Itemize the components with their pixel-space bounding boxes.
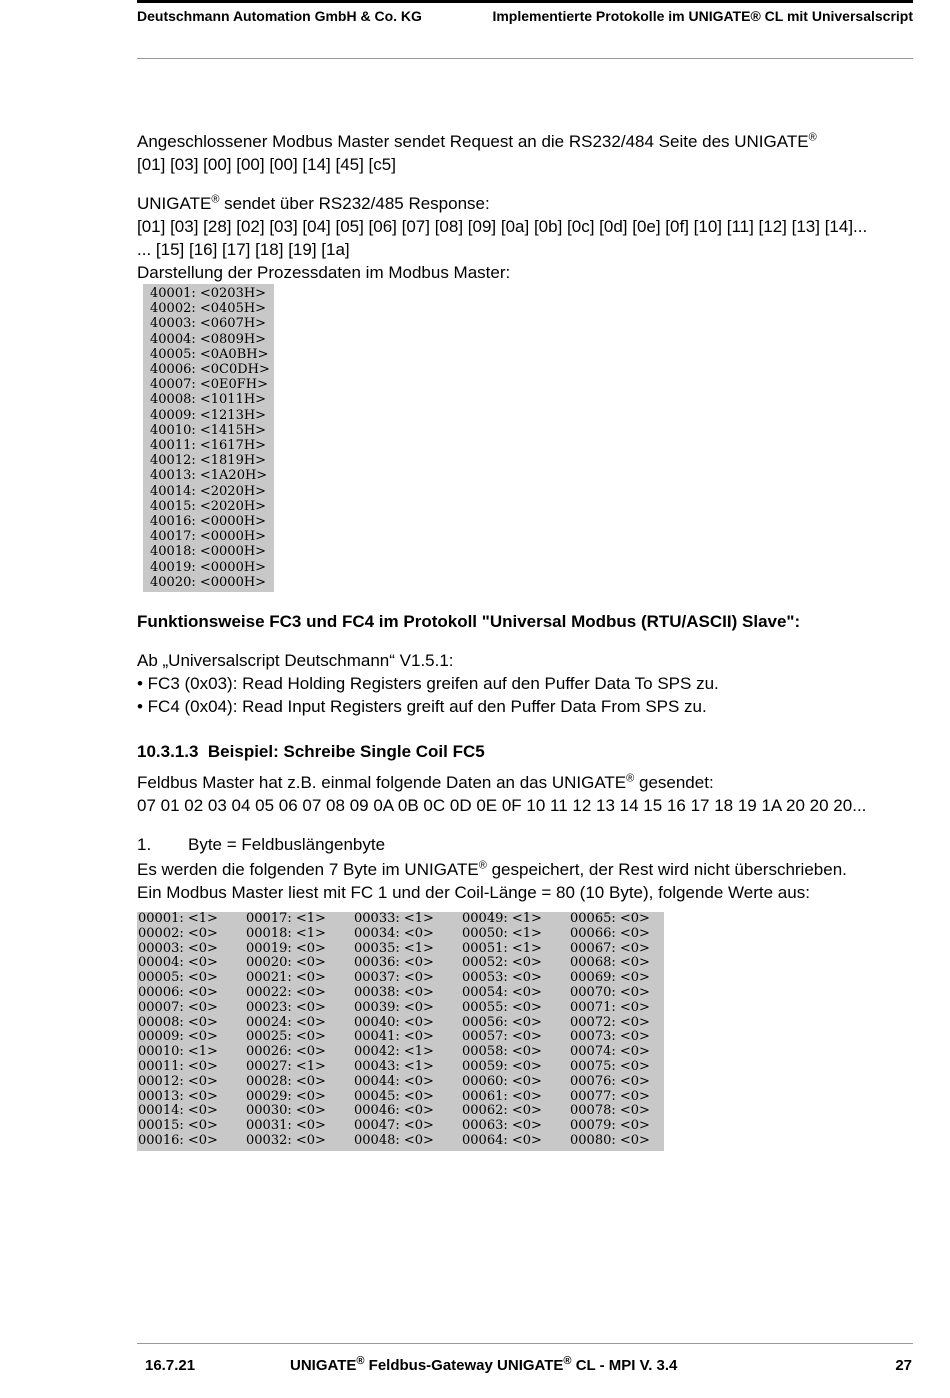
coil-entry: 00027: <1> [246,1059,326,1075]
coil-column [245,912,353,1149]
coil-entry: 00066: <0> [570,925,650,941]
register-line: 40015: <2020H> [150,498,267,514]
register-line: 40007: <0E0FH> [150,377,269,393]
coil-entry: 00043: <1> [354,1059,434,1075]
coil-entry: 00024: <0> [246,1014,326,1030]
register-line: 40013: <1A20H> [150,468,268,484]
footer-date: 16.7.21 [145,1357,196,1374]
coil-entry: 00036: <0> [354,955,434,971]
coil-entry: 00075: <0> [570,1059,650,1075]
coil-column [137,912,245,1149]
coil-entry: 00080: <0> [570,1133,650,1149]
fc4-bullet: • FC4 (0x04): Read Input Registers greift auf den Puffer Data From SPS zu. [137,697,707,717]
coil-entry: 00079: <0> [570,1118,650,1134]
coil-entry: 00012: <0> [138,1073,218,1089]
register-line: 40011: <1617H> [150,438,267,454]
fc34-heading: Funktionsweise FC3 und FC4 im Protokoll "Universal Modbus (RTU/ASCII) Slave": [137,612,801,632]
coil-entry: 00059: <0> [462,1059,542,1075]
coil-entry: 00054: <0> [462,985,542,1001]
register-line: 40005: <0A0BH> [150,346,269,362]
footer-page-number: 27 [895,1357,912,1374]
response-text: UNIGATE® sendet über RS232/485 Response: [137,193,490,213]
coil-entry: 00041: <0> [354,1029,434,1045]
header-top-rule [137,0,913,3]
coil-entry: 00074: <0> [570,1044,650,1060]
section-heading: 10.3.1.3 Beispiel: Schreibe Single Coil FC5 [137,742,485,762]
coil-entry: 00019: <0> [246,940,326,956]
fc3-bullet: • FC3 (0x03): Read Holding Registers greifen auf den Puffer Data To SPS zu. [137,674,719,694]
coil-entry: 00055: <0> [462,999,542,1015]
coil-entry: 00070: <0> [570,985,650,1001]
register-line: 40019: <0000H> [150,559,267,575]
register-line: 40012: <1819H> [150,453,267,469]
coil-entry: 00003: <0> [138,940,218,956]
coil-entry: 00076: <0> [570,1073,650,1089]
coil-entry: 00017: <1> [246,911,326,927]
coil-entry: 00039: <0> [354,999,434,1015]
coil-entry: 00004: <0> [138,955,218,971]
coil-entry: 00034: <0> [354,925,434,941]
coil-entry: 00062: <0> [462,1103,542,1119]
register-line: 40017: <0000H> [150,529,267,545]
request-bytes: [01] [03] [00] [00] [00] [14] [45] [c5] [137,155,396,174]
register-line: 40009: <1213H> [150,407,267,423]
register-listing [143,284,274,592]
header-company: Deutschmann Automation GmbH & Co. KG [137,8,422,24]
coil-entry: 00023: <0> [246,999,326,1015]
response-bytes-line2: ... [15] [16] [17] [18] [19] [1a] [137,240,350,259]
coil-entry: 00040: <0> [354,1014,434,1030]
coil-entry: 00072: <0> [570,1014,650,1030]
register-line: 40003: <0607H> [150,316,267,332]
register-line: 40014: <2020H> [150,483,267,499]
coil-entry: 00015: <0> [138,1118,218,1134]
coil-entry: 00010: <1> [138,1044,218,1060]
coil-entry: 00029: <0> [246,1088,326,1104]
coil-entry: 00028: <0> [246,1073,326,1089]
coil-entry: 00049: <1> [462,911,542,927]
header-rule [137,58,913,59]
coil-column [353,912,461,1149]
footer-rule [137,1343,913,1344]
coil-entry: 00025: <0> [246,1029,326,1045]
coil-entry: 00056: <0> [462,1014,542,1030]
coil-entry: 00008: <0> [138,1014,218,1030]
response-bytes-line1: [01] [03] [28] [02] [03] [04] [05] [06] [07] [08] [09] [0a] [0b] [0c] [0d] [0e] [0f] [10] [11] [12] [13] [14]... [137,217,868,236]
coil-entry: 00005: <0> [138,970,218,986]
coil-entry: 00016: <0> [138,1133,218,1149]
coil-entry: 00048: <0> [354,1133,434,1149]
footer-title: UNIGATE® Feldbus-Gateway UNIGATE® CL - MPI V. 3.4 [290,1355,678,1374]
coil-column [461,912,569,1149]
coil-entry: 00057: <0> [462,1029,542,1045]
coil-entry: 00009: <0> [138,1029,218,1045]
register-line: 40004: <0809H> [150,331,267,347]
coil-entry: 00067: <0> [570,940,650,956]
coil-entry: 00032: <0> [246,1133,326,1149]
coil-entry: 00022: <0> [246,985,326,1001]
fc34-intro: Ab „Universalscript Deutschmann“ V1.5.1: [137,651,454,671]
storage-note: Es werden die folgenden 7 Byte im UNIGATE® gespeichert, der Rest wird nicht überschrieben. [137,859,847,880]
coil-column [569,912,677,1149]
coil-entry: 00014: <0> [138,1103,218,1119]
coil-entry: 00078: <0> [570,1103,650,1119]
register-line: 40002: <0405H> [150,301,267,317]
coil-entry: 00037: <0> [354,970,434,986]
coil-entry: 00001: <1> [138,911,218,927]
numbered-item: 1. Byte = Feldbuslängenbyte [137,835,386,855]
coil-entry: 00044: <0> [354,1073,434,1089]
register-line: 40010: <1415H> [150,422,267,438]
coil-entry: 00021: <0> [246,970,326,986]
coil-entry: 00065: <0> [570,911,650,927]
coil-entry: 00077: <0> [570,1088,650,1104]
coil-entry: 00064: <0> [462,1133,542,1149]
page-content [137,130,917,1151]
coil-entry: 00047: <0> [354,1118,434,1134]
coil-entry: 00060: <0> [462,1073,542,1089]
coil-entry: 00020: <0> [246,955,326,971]
coil-entry: 00061: <0> [462,1088,542,1104]
coil-entry: 00068: <0> [570,955,650,971]
coil-entry: 00042: <1> [354,1044,434,1060]
coil-entry: 00011: <0> [138,1059,218,1075]
coil-entry: 00031: <0> [246,1118,326,1134]
register-line: 40018: <0000H> [150,544,267,560]
prozessdaten-caption: Darstellung der Prozessdaten im Modbus Master: [137,263,511,282]
coil-listing [137,912,664,1151]
coil-entry: 00033: <1> [354,911,434,927]
coil-entry: 00035: <1> [354,940,434,956]
register-line: 40001: <0203H> [150,286,267,301]
register-line: 40006: <0C0DH> [150,362,270,378]
register-line: 40008: <1011H> [150,392,267,408]
section-data: 07 01 02 03 04 05 06 07 08 09 0A 0B 0C 0D 0E 0F 10 11 12 13 14 15 16 17 18 19 1A 20 20 20... [137,796,867,816]
coil-entry: 00053: <0> [462,970,542,986]
request-text: Angeschlossener Modbus Master sendet Request an die RS232/484 Seite des UNIGATE® [137,131,817,151]
coil-entry: 00038: <0> [354,985,434,1001]
coil-entry: 00058: <0> [462,1044,542,1060]
coil-entry: 00063: <0> [462,1118,542,1134]
coil-entry: 00007: <0> [138,999,218,1015]
coil-entry: 00052: <0> [462,955,542,971]
section-intro: Feldbus Master hat z.B. einmal folgende Daten an das UNIGATE® gesendet: [137,772,714,793]
header-chapter: Implementierte Protokolle im UNIGATE® CL mit Universalscript [492,8,913,24]
coil-entry: 00026: <0> [246,1044,326,1060]
coil-entry: 00051: <1> [462,940,542,956]
coil-entry: 00073: <0> [570,1029,650,1045]
coil-entry: 00030: <0> [246,1103,326,1119]
read-note: Ein Modbus Master liest mit FC 1 und der Coil-Länge = 80 (10 Byte), folgende Werte aus: [137,883,810,903]
coil-entry: 00071: <0> [570,999,650,1015]
coil-entry: 00046: <0> [354,1103,434,1119]
register-line: 40020: <0000H> [150,574,267,590]
coil-entry: 00006: <0> [138,985,218,1001]
coil-entry: 00013: <0> [138,1088,218,1104]
coil-entry: 00018: <1> [246,925,326,941]
coil-entry: 00045: <0> [354,1088,434,1104]
coil-entry: 00002: <0> [138,925,218,941]
coil-entry: 00050: <1> [462,925,542,941]
register-line: 40016: <0000H> [150,514,267,530]
coil-entry: 00069: <0> [570,970,650,986]
